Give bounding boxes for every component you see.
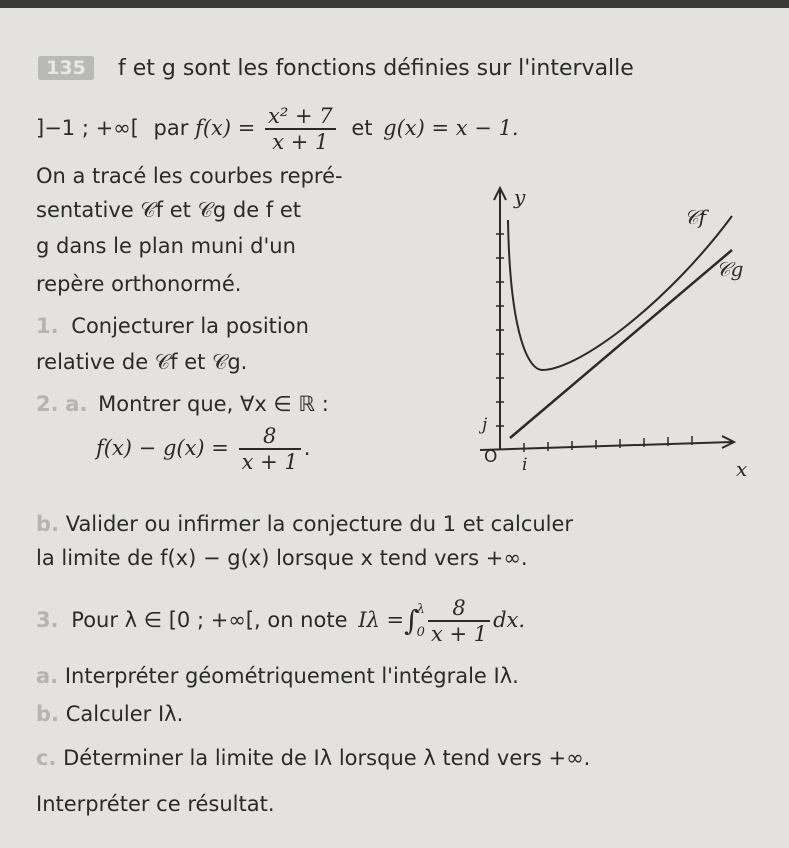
q2b-text: Valider ou infirmer la conjecture du 1 et calculer — [65, 512, 574, 536]
function-graph — [470, 180, 770, 490]
i-lambda-lhs: Iλ = — [358, 608, 405, 633]
intro-text: f et g sont les fonctions définies sur l'intervalle — [118, 56, 634, 81]
x-axis — [480, 442, 732, 450]
integral-sign-icon: ∫ — [404, 604, 419, 638]
integrand-fraction: $\frac{8}{x + 1}$ — [428, 596, 490, 646]
i-label: i — [522, 455, 528, 475]
exercise-number-badge: 135 — [38, 56, 94, 80]
f-fraction: $\frac{\text{x² + 7}}{x + 1}$ — [265, 104, 336, 154]
body-line-4: repère orthonormé. — [36, 272, 242, 296]
g-def: g(x) = x − 1. — [383, 116, 519, 141]
f-def-lhs: f(x) = — [195, 116, 256, 141]
origin-label: O — [484, 447, 498, 467]
body-line-3: g dans le plan muni d'un — [36, 234, 296, 258]
q3-text: Pour λ ∈ [0 ; +∞[, on note — [71, 608, 348, 633]
x-label: x — [736, 457, 748, 481]
lower-bound: 0 — [416, 625, 425, 641]
q2-number: 2. — [36, 392, 59, 416]
question-3a — [36, 666, 519, 687]
question-2a — [36, 394, 329, 415]
intro-line-1 — [118, 58, 634, 80]
question-3b — [36, 704, 183, 725]
definitions-line — [36, 104, 519, 154]
question-3c-line-2: Interpréter ce résultat. — [36, 792, 275, 816]
q2a-equation: f(x) − g(x) = $\frac{8}{x + 1}$ . — [96, 424, 311, 475]
q3a-label: a. — [36, 664, 59, 688]
q2b-label: b. — [36, 512, 60, 536]
eq-fraction: $\frac{8}{x + 1}$ — [239, 424, 301, 474]
q2a-text: Montrer que, ∀x ∈ ℝ : — [98, 392, 329, 416]
par-word: par — [153, 116, 189, 141]
q1-text: Conjecturer la position — [71, 314, 309, 338]
y-label: y — [514, 185, 526, 209]
j-label: j — [482, 415, 488, 435]
body-line-2: sentative 𝒞f et 𝒞g de f et — [36, 198, 302, 222]
q3b-label: b. — [36, 702, 60, 726]
q3b-text: Calculer Iλ. — [65, 702, 184, 726]
dx: dx. — [493, 608, 526, 633]
body-line-1: On a tracé les courbes repré- — [36, 164, 343, 188]
photo-top-edge — [0, 0, 789, 8]
question-1-line-1 — [36, 316, 309, 337]
cf-label: 𝒞f — [684, 205, 706, 229]
question-3 — [36, 596, 525, 646]
curve-cf — [508, 216, 732, 370]
q3-number: 3. — [36, 608, 59, 633]
curve-cg — [510, 250, 732, 438]
q1-number: 1. — [36, 314, 59, 338]
eq-lhs: f(x) − g(x) = — [96, 436, 229, 461]
q3c-text: Déterminer la limite de Iλ lorsque λ tend vers +∞. — [63, 746, 591, 770]
cg-label: 𝒞g — [716, 257, 744, 281]
et-word: et — [351, 116, 373, 141]
upper-bound: λ — [416, 602, 425, 618]
interval: ]−1 ; +∞[ — [36, 116, 139, 141]
q2a-label: a. — [65, 392, 88, 416]
question-3c — [36, 748, 590, 769]
question-2b-line-1 — [36, 514, 573, 535]
q3c-label: c. — [36, 746, 57, 770]
q3a-text: Interpréter géométriquement l'intégrale Iλ. — [64, 664, 519, 688]
question-1-line-2: relative de 𝒞f et 𝒞g. — [36, 350, 248, 374]
question-2b-line-2: la limite de f(x) − g(x) lorsque x tend vers +∞. — [36, 546, 528, 570]
